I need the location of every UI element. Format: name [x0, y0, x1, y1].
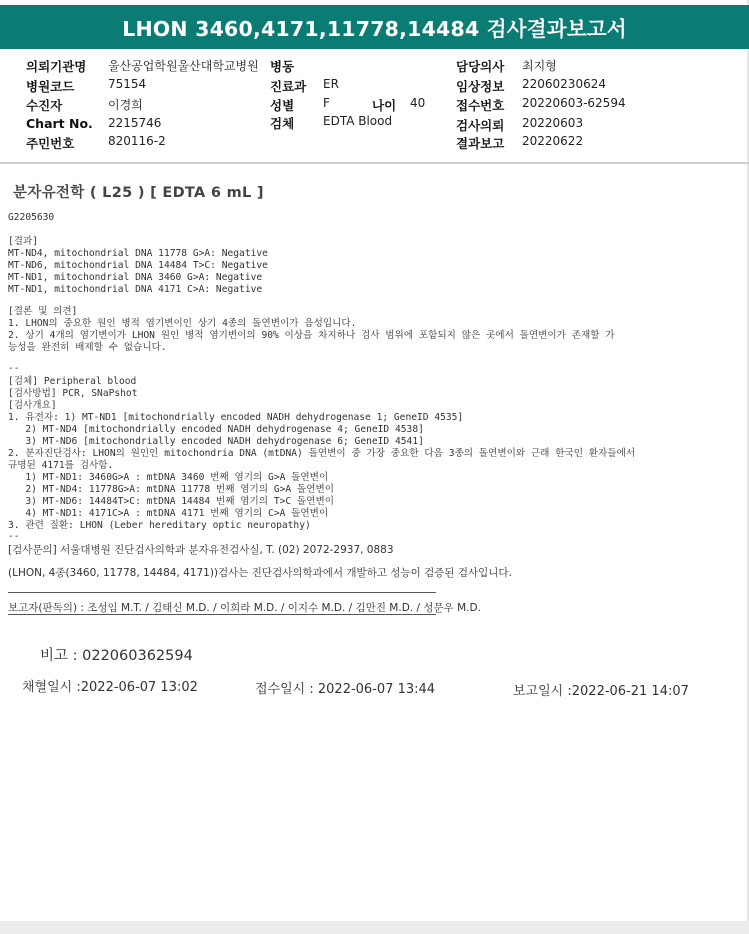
result-line: MT-ND1, mitochondrial DNA 3460 G>A: Negative: [8, 272, 263, 283]
method-line: [검체] Peripheral blood: [8, 376, 137, 387]
clinical-info-value: 22060230624: [522, 77, 606, 91]
received-time: [255, 678, 435, 697]
patient-value: 이경희: [108, 98, 143, 112]
method-line: 규명된 4171를 검사함.: [8, 460, 114, 471]
method-line: [검사개요]: [8, 400, 57, 411]
reported-label: 보고일시 :: [513, 684, 572, 699]
method-line: 3. 관련 질환: LHON (Leber hereditary optic neuropathy): [8, 520, 311, 531]
resident-number-value: 820116-2: [108, 134, 166, 148]
department-value: ER: [323, 77, 339, 91]
hospital-code-label: 병원코드: [26, 79, 75, 94]
method-line: [검사방법] PCR, SNaPshot: [8, 388, 138, 399]
specimen-value: EDTA Blood: [323, 114, 393, 128]
method-line: 2) MT-ND4: 11778G>A: mtDNA 11778 번째 염기의 G>A 돌연변이: [8, 484, 334, 495]
age-value: 40: [410, 96, 426, 110]
separator-text: --: [8, 531, 20, 542]
request-date-value: 20220603: [522, 116, 584, 130]
clinical-info-label: 임상정보: [456, 79, 505, 94]
method-line: 3) MT-ND6 [mitochondrially encoded NADH dehydrogenase 6; GeneID 4541]: [8, 436, 424, 447]
method-line: 3) MT-ND6: 14484T>C: mtDNA 14484 번째 염기의 T>C 돌연변이: [8, 496, 334, 507]
inquiry-line: [검사문의] 서울대병원 진단검사의학과 분자유전검사실, T. (02) 2072-2937, 0883: [8, 544, 394, 556]
request-date-label: 검사의뢰: [456, 118, 505, 133]
sex-value: F: [323, 96, 330, 110]
method-line: 4) MT-ND1: 4171C>A : mtDNA 4171 번째 염기의 C>A 돌연변이: [8, 508, 329, 519]
reported-time: [513, 680, 689, 699]
chart-number-value: 2215746: [108, 116, 162, 130]
page-bottom-edge: [0, 921, 749, 934]
separator-text: --: [8, 363, 20, 374]
remark-label: 비고 :: [40, 648, 83, 664]
doctor-label: 담당의사: [456, 59, 505, 74]
hospital-value: 울산공업학원울산대학교병원: [108, 59, 259, 73]
ward-label: 병동: [270, 59, 295, 74]
conclusion-line: 능성을 완전히 배제할 수 없습니다.: [8, 342, 167, 353]
section-title: 분자유전학 ( L25 ) [ EDTA 6 mL ]: [13, 185, 264, 201]
method-line: 2. 분자진단검사: LHON의 원인인 mitochondria DNA (mtDNA) 돌연변이 중 가장 중요한 다음 3종의 돌연변이와 근래 한국인 환자들에서: [8, 448, 636, 459]
hospital-code-value: 75154: [108, 77, 147, 91]
receipt-number-label: 접수번호: [456, 98, 505, 113]
sample-id: G2205630: [8, 212, 55, 223]
doctor-value: 최지형: [522, 59, 557, 73]
result-line: MT-ND4, mitochondrial DNA 11778 G>A: Negative: [8, 248, 268, 259]
report-title: LHON 3460,4171,11778,14484 검사결과보고서: [0, 5, 749, 49]
age-label: 나이: [372, 98, 397, 113]
result-line: MT-ND6, mitochondrial DNA 14484 T>C: Negative: [8, 260, 268, 271]
patient-label: 수진자: [26, 98, 63, 113]
resident-number-label: 주민번호: [26, 136, 75, 151]
conclusion-line: 2. 상기 4개의 염기변이가 LHON 원인 병적 염기변이의 90% 이상을 차지하나 검사 범위에 포함되지 않은 곳에서 돌연변이가 존재할 가: [8, 330, 615, 341]
reporter-top-rule: [8, 592, 436, 593]
collected-value: 2022-06-07 13:02: [80, 680, 198, 695]
result-line: MT-ND1, mitochondrial DNA 4171 C>A: Negative: [8, 284, 263, 295]
lab-note-line: (LHON, 4종(3460, 11778, 14484, 4171))검사는 진단검사의학과에서 개발하고 성능이 검증된 검사입니다.: [8, 567, 512, 579]
patient-info-block: [0, 55, 749, 153]
received-label: 접수일시 :: [255, 682, 318, 697]
specimen-label: 검체: [270, 116, 295, 131]
conclusion-line: 1. LHON의 중요한 원인 병적 염기변이인 상기 4종의 돌연변이가 음성입니다.: [8, 318, 357, 329]
department-label: 진료과: [270, 79, 307, 94]
collected-time: [22, 676, 198, 695]
conclusion-header: [결론 및 의견]: [8, 306, 78, 317]
method-line: 1) MT-ND1: 3460G>A : mtDNA 3460 번째 염기의 G>A 돌연변이: [8, 472, 329, 483]
remark: [40, 644, 193, 665]
reporter-bottom-rule: [8, 614, 436, 615]
receipt-number-value: 20220603-62594: [522, 96, 626, 110]
collected-label: 채혈일시 :: [22, 680, 81, 695]
chart-number-label: Chart No.: [26, 116, 93, 131]
result-header: [결과]: [8, 236, 39, 247]
report-date-value: 20220622: [522, 134, 584, 148]
reported-value: 2022-06-21 14:07: [571, 684, 689, 699]
received-value: 2022-06-07 13:44: [317, 682, 436, 697]
method-line: 1. 유전자: 1) MT-ND1 [mitochondrially encoded NADH dehydrogenase 1; GeneID 4535]: [8, 412, 464, 423]
header-divider: [0, 162, 749, 164]
sex-label: 성별: [270, 98, 295, 113]
hospital-label: 의뢰기관명: [26, 59, 87, 74]
report-date-label: 결과보고: [456, 136, 505, 151]
reporters-line: 보고자(판독의) : 조성임 M.T. / 김태신 M.D. / 이희라 M.D. / 이지수 M.D. / 김만진 M.D. / 성문우 M.D.: [8, 602, 481, 614]
remark-value: 022060362594: [82, 648, 193, 664]
method-line: 2) MT-ND4 [mitochondrially encoded NADH dehydrogenase 4; GeneID 4538]: [8, 424, 424, 435]
